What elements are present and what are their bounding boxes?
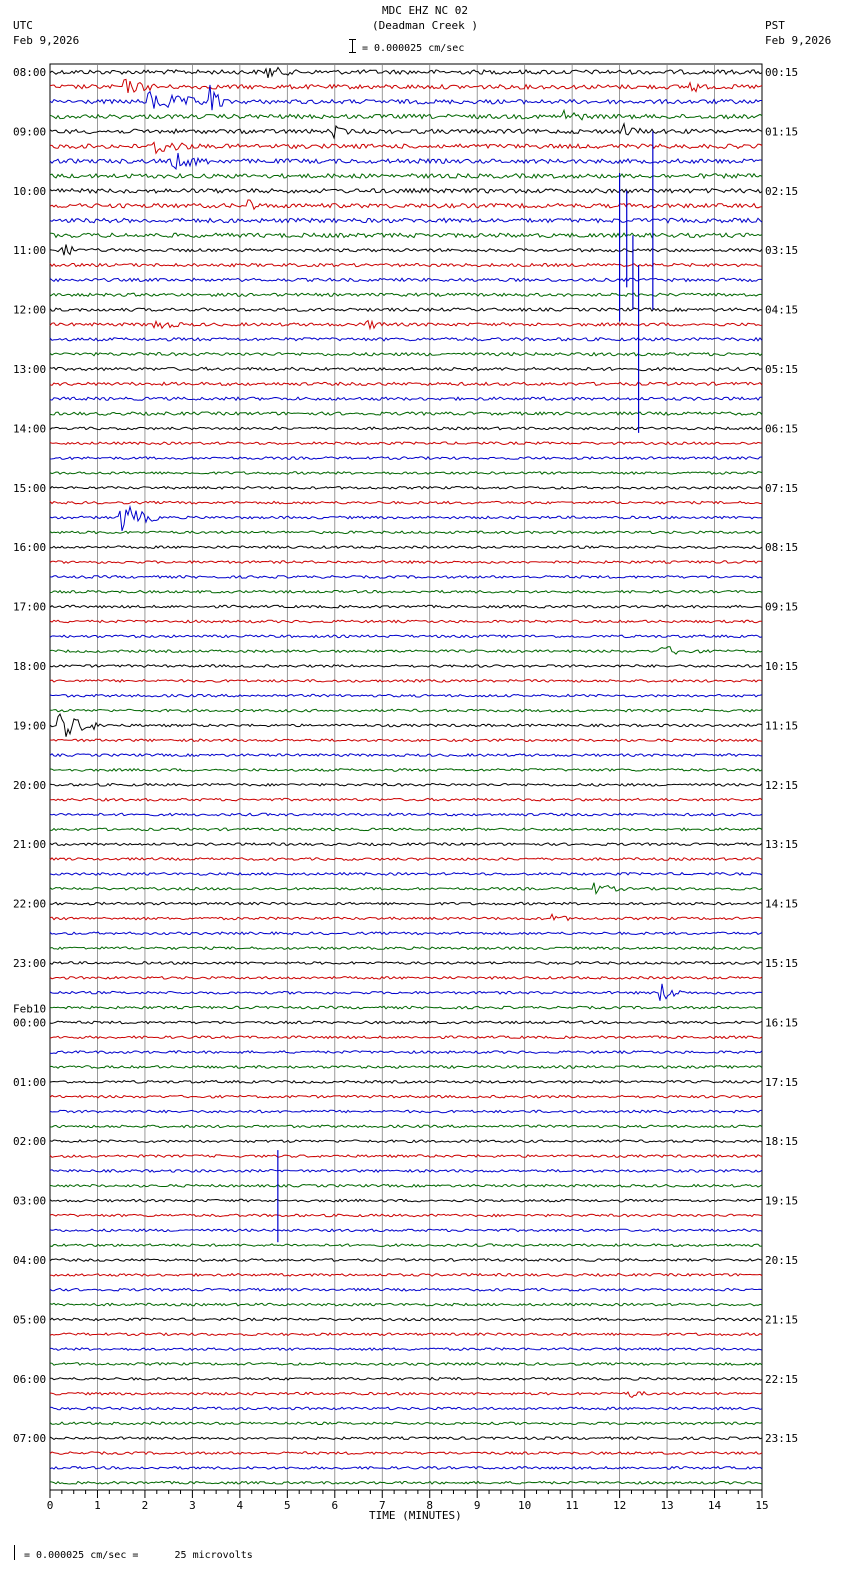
- trace-row: [50, 338, 762, 341]
- utc-hour-label: 20:00: [13, 778, 47, 792]
- trace-row: [50, 984, 762, 1001]
- trace-row: [50, 124, 762, 138]
- pst-hour-label: 12:15: [765, 778, 799, 792]
- trace-row: [50, 620, 762, 623]
- trace-row: [50, 947, 762, 950]
- trace-row: [50, 680, 762, 683]
- x-tick-label: 4: [236, 1499, 244, 1512]
- footer-scale-text: = 0.000025 cm/sec = 25 microvolts: [24, 1550, 253, 1561]
- trace-row: [50, 308, 762, 311]
- trace-row: [50, 1051, 762, 1054]
- trace-row: [50, 1155, 762, 1158]
- pst-hour-label: 19:15: [765, 1194, 799, 1208]
- trace-row: [50, 501, 762, 504]
- trace-row: [50, 1274, 762, 1277]
- pst-hour-label: 13:15: [765, 838, 799, 852]
- pst-hour-label: 02:15: [765, 184, 799, 198]
- x-tick-label: 11: [565, 1499, 579, 1512]
- x-tick-label: 12: [612, 1499, 627, 1512]
- trace-row: [50, 694, 762, 697]
- date-change-label: Feb10: [13, 1002, 47, 1016]
- x-tick-label: 10: [518, 1499, 532, 1512]
- trace-row: [50, 883, 762, 894]
- trace-row: [50, 507, 762, 531]
- trace-row: [50, 561, 762, 564]
- x-axis-label: TIME (MINUTES): [369, 1509, 462, 1522]
- trace-row: [50, 245, 762, 256]
- utc-hour-label: 19:00: [13, 719, 47, 733]
- trace-row: [50, 457, 762, 460]
- trace-row: [50, 264, 762, 267]
- trace-row: [50, 1214, 762, 1217]
- utc-hour-label: 18:00: [13, 660, 47, 673]
- trace-row: [50, 1452, 762, 1455]
- footer-scale-bar-icon: [14, 1545, 15, 1560]
- trace-row: [50, 858, 762, 861]
- trace-row: [50, 293, 762, 296]
- trace-row: [50, 1199, 762, 1202]
- trace-row: [50, 1333, 762, 1336]
- pst-hour-label: 09:15: [765, 600, 799, 614]
- pst-hour-label: 07:15: [765, 481, 799, 495]
- trace-row: [50, 647, 762, 654]
- trace-row: [50, 914, 762, 920]
- station-title: MDC EHZ NC 02: [381, 4, 469, 17]
- utc-hour-label: 09:00: [13, 125, 47, 139]
- trace-row: [50, 1170, 762, 1173]
- pst-hour-label: 06:15: [765, 422, 799, 436]
- utc-hour-label: 16:00: [13, 541, 47, 555]
- x-tick-label: 8: [426, 1499, 434, 1512]
- trace-row: [50, 1259, 762, 1262]
- utc-hour-label: 03:00: [13, 1194, 47, 1208]
- trace-row: [50, 1318, 762, 1321]
- pst-hour-label: 01:15: [765, 125, 799, 139]
- x-tick-label: 13: [660, 1499, 674, 1512]
- pst-hour-label: 14:15: [765, 897, 799, 911]
- trace-row: [50, 665, 762, 668]
- x-tick-label: 3: [189, 1499, 196, 1512]
- trace-row: [50, 367, 762, 370]
- x-tick-label: 15: [755, 1499, 769, 1512]
- trace-row: [50, 472, 762, 475]
- pst-hour-label: 21:15: [765, 1313, 799, 1327]
- left-date: Feb 9,2026: [13, 34, 80, 47]
- utc-hour-label: 01:00: [13, 1075, 47, 1089]
- utc-hour-label: 10:00: [13, 184, 47, 198]
- x-tick-label: 5: [284, 1499, 291, 1512]
- pst-hour-label: 23:15: [765, 1432, 799, 1446]
- utc-hour-label: 00:00: [13, 1016, 47, 1030]
- pst-hour-label: 18:15: [765, 1135, 799, 1149]
- trace-row: [50, 1229, 762, 1232]
- trace-row: [50, 739, 762, 742]
- x-tick-label: 1: [94, 1499, 101, 1512]
- utc-hour-label: 05:00: [13, 1313, 47, 1327]
- trace-row: [50, 1392, 762, 1398]
- trace-row: [50, 1288, 762, 1291]
- trace-row: [50, 427, 762, 430]
- utc-hour-label: 15:00: [13, 481, 47, 495]
- trace-row: [50, 321, 762, 329]
- trace-row: [50, 397, 762, 400]
- trace-row: [50, 843, 762, 846]
- right-date: Feb 9,2026: [765, 34, 832, 47]
- utc-hour-label: 13:00: [13, 363, 47, 376]
- trace-row: [50, 1467, 762, 1470]
- trace-row: [50, 1006, 762, 1009]
- right-timezone: PST: [765, 19, 785, 32]
- pst-hour-label: 10:15: [765, 660, 799, 673]
- trace-row: [50, 531, 762, 534]
- pst-hour-label: 22:15: [765, 1372, 799, 1386]
- trace-row: [50, 1140, 762, 1143]
- utc-hour-label: 17:00: [13, 600, 47, 614]
- pst-hour-label: 03:15: [765, 244, 799, 258]
- scale-text: = 0.000025 cm/sec: [362, 43, 465, 54]
- trace-row: [50, 1422, 762, 1425]
- left-timezone: UTC: [13, 19, 33, 32]
- trace-row: [50, 442, 762, 445]
- trace-row: [50, 142, 762, 153]
- trace-row: [50, 798, 762, 801]
- trace-row: [50, 1348, 762, 1351]
- trace-row: [50, 1066, 762, 1069]
- trace-row: [50, 902, 762, 905]
- trace-row: [50, 278, 762, 281]
- utc-hour-label: 04:00: [13, 1254, 47, 1267]
- trace-row: [50, 353, 762, 356]
- trace-row: [50, 977, 762, 980]
- utc-hour-label: 22:00: [13, 897, 47, 911]
- trace-row: [50, 233, 762, 237]
- pst-hour-label: 08:15: [765, 541, 799, 555]
- trace-row: [50, 487, 762, 490]
- utc-hour-label: 11:00: [13, 244, 47, 258]
- trace-row: [50, 591, 762, 594]
- x-tick-label: 0: [46, 1499, 54, 1512]
- trace-row: [50, 769, 762, 772]
- trace-row: [50, 714, 762, 737]
- x-tick-label: 14: [707, 1499, 722, 1512]
- trace-row: [50, 828, 762, 831]
- trace-row: [50, 1482, 762, 1485]
- utc-hour-label: 12:00: [13, 303, 47, 317]
- x-tick-label: 2: [141, 1499, 149, 1512]
- utc-hour-label: 14:00: [13, 422, 47, 436]
- trace-row: [50, 813, 762, 816]
- pst-hour-label: 16:15: [765, 1016, 799, 1030]
- trace-row: [50, 1244, 762, 1247]
- trace-row: [50, 605, 762, 608]
- pst-hour-label: 17:15: [765, 1075, 799, 1089]
- trace-row: [50, 635, 762, 638]
- trace-row: [50, 576, 762, 579]
- pst-hour-label: 05:15: [765, 363, 799, 376]
- station-name: (Deadman Creek ): [372, 19, 478, 32]
- utc-hour-label: 21:00: [13, 838, 47, 852]
- trace-row: [50, 412, 762, 415]
- pst-hour-label: 00:15: [765, 66, 799, 79]
- x-tick-label: 9: [473, 1499, 481, 1512]
- trace-row: [50, 1036, 762, 1039]
- trace-row: [50, 1110, 762, 1113]
- trace-row: [50, 932, 762, 935]
- trace-row: [50, 1303, 762, 1306]
- trace-row: [50, 218, 762, 222]
- trace-row: [50, 873, 762, 876]
- utc-hour-label: 06:00: [13, 1372, 47, 1386]
- trace-row: [50, 1378, 762, 1381]
- trace-row: [50, 79, 762, 93]
- trace-row: [50, 1363, 762, 1366]
- trace-row: [50, 1185, 762, 1188]
- trace-row: [50, 189, 762, 193]
- pst-hour-label: 15:15: [765, 957, 799, 970]
- utc-hour-label: 07:00: [13, 1432, 47, 1446]
- utc-hour-label: 23:00: [13, 957, 47, 970]
- trace-row: [50, 382, 762, 385]
- pst-hour-label: 11:15: [765, 719, 799, 733]
- trace-row: [50, 200, 762, 209]
- trace-row: [50, 1407, 762, 1410]
- trace-row: [50, 546, 762, 549]
- utc-hour-label: 02:00: [13, 1135, 47, 1149]
- pst-hour-label: 04:15: [765, 303, 799, 317]
- trace-row: [50, 1125, 762, 1128]
- trace-row: [50, 1437, 762, 1440]
- trace-row: [50, 110, 762, 120]
- trace-row: [50, 68, 762, 78]
- pst-hour-label: 20:15: [765, 1254, 799, 1267]
- x-tick-label: 7: [378, 1499, 386, 1512]
- trace-row: [50, 1021, 762, 1024]
- x-tick-label: 6: [331, 1499, 339, 1512]
- trace-row: [50, 153, 762, 169]
- trace-row: [50, 1081, 762, 1084]
- trace-row: [50, 709, 762, 712]
- trace-row: [50, 784, 762, 787]
- trace-row: [50, 1095, 762, 1098]
- plot-frame: [50, 64, 762, 1490]
- trace-row: [50, 174, 762, 178]
- trace-row: [50, 962, 762, 965]
- trace-row: [50, 754, 762, 757]
- utc-hour-label: 08:00: [13, 66, 47, 79]
